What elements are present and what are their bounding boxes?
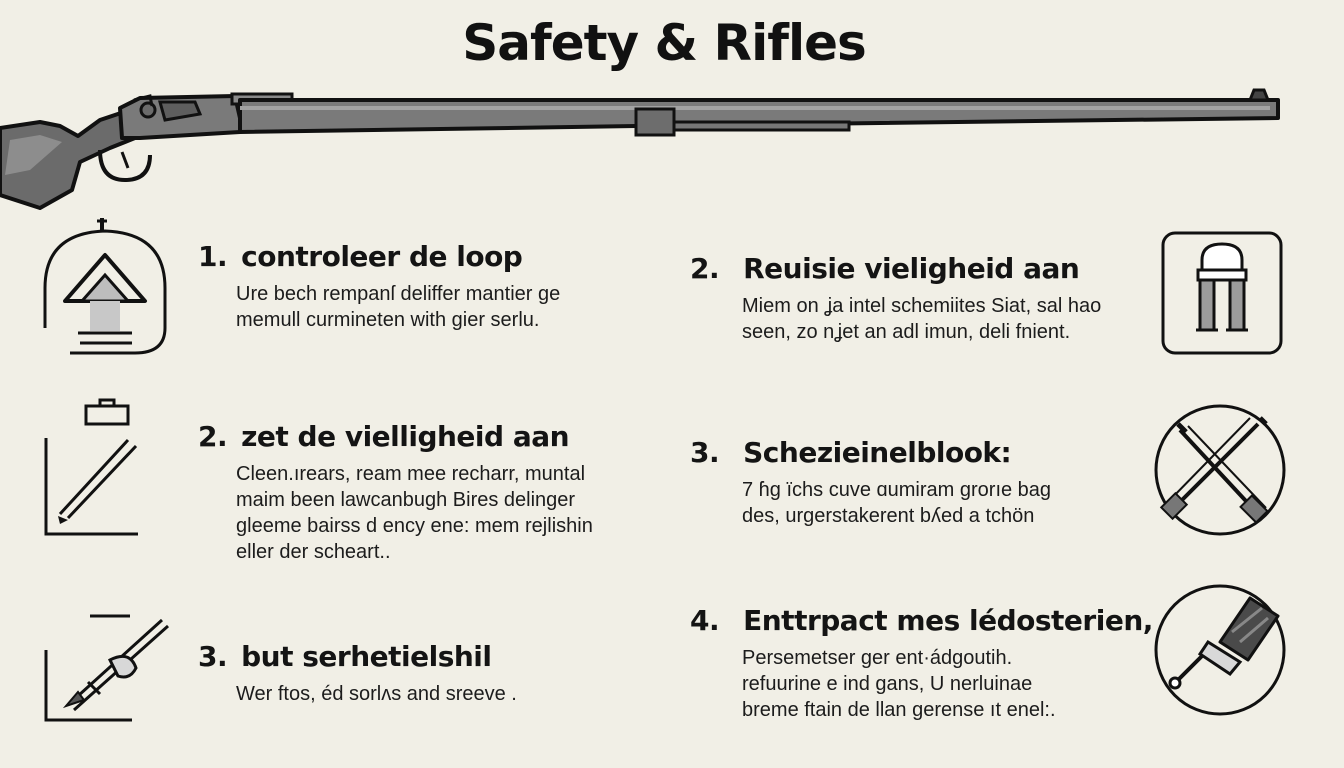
step-title: Reuisie vieligheid aan [743,252,1080,285]
step-number: 3. [198,640,228,673]
step-number: 1. [198,240,228,273]
description-line: Persemetser ger ent·ádgoutih. [742,647,1013,669]
description-line: eller der scheart.. [236,541,391,563]
step-heading [198,240,560,273]
left-step-2 [198,420,593,565]
left-step-3 [198,640,517,707]
step-heading [198,420,593,453]
description-line: Cleen.ırears, ream mee recharr, muntal [236,463,586,485]
description-line: refuurine e ind gans, U nerluinae [742,673,1033,695]
description-line: maim been lawcanbugh Bires delinger [236,489,576,511]
step-description [742,477,1051,529]
step-number: 2. [198,420,228,453]
right-step-3 [690,436,1051,529]
description-line: des, urgerstakerent bʎed a tchön [742,505,1035,527]
description-line: gleeme bairss d ency ene: mem rejlishin [236,515,593,537]
brush-pen-icon [40,610,180,730]
description-line: 7 ɦg ïchs cuve ɑumiram grorıe bag [742,479,1052,501]
step-description [236,681,517,707]
page-title: Safety & Rifles [462,14,866,72]
step-title: zet de vielligheid aan [241,420,570,453]
step-heading [198,640,517,673]
step-number: 2. [690,252,720,285]
right-step-4 [690,604,1153,723]
step-heading [690,252,1101,285]
step-number: 3. [690,436,720,469]
step-description [742,293,1101,345]
house-arrow-icon [40,213,170,358]
description-line: Ure bech rempanſ deliffer mantier ge [236,283,561,305]
step-heading [690,436,1051,469]
rifle-illustration [0,80,1300,220]
step-heading [690,604,1153,637]
step-number: 4. [690,604,720,637]
description-line: breme ftain de llan gerense ıt enel:. [742,699,1056,721]
description-line: seen, zo nʝet an adl imun, deli fnient. [742,321,1071,343]
left-step-1 [198,240,560,333]
step-title: controleer de loop [241,240,523,273]
crossed-tools-icon [1150,402,1290,538]
step-description [236,461,593,565]
step-description [742,645,1153,723]
right-step-2 [690,252,1101,345]
description-line: memull curmineten with gier serlu. [236,309,540,331]
description-line: Wer ftos, éd sorlʌs and sreeve . [236,683,517,705]
cartridge-icon [1160,230,1284,358]
step-title: Enttrpact mes lédosterien, [743,604,1153,637]
description-line: Miem on ʝa intel schemiites Siat, sal hao [742,295,1102,317]
step-title: but serhetielshil [241,640,492,673]
step-description [236,281,560,333]
cleaning-rod-icon [40,396,160,541]
cleaning-brush-icon [1150,582,1290,720]
step-title: Schezieinelblook: [743,436,1012,469]
